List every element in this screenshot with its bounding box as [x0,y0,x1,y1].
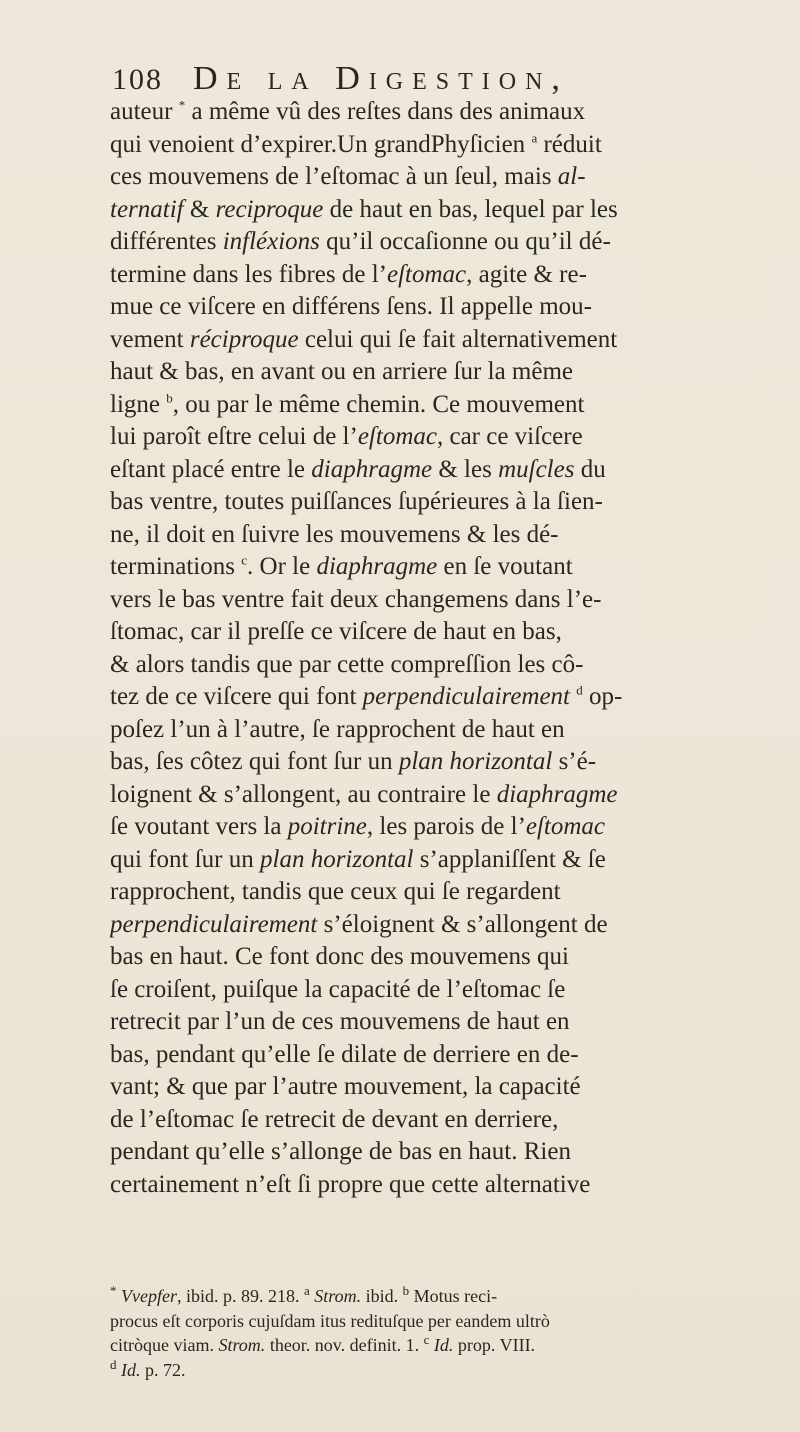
text-span: haut & bas, en avant ou en arriere ſur la même [110,358,574,385]
italic-text: diaphragme [496,780,618,808]
text-span: procus eſt corporis cujuſdam itus redituſque per eandem ultrò [110,1310,550,1331]
text-line [110,486,800,519]
text-span: Motus reci- [409,1286,498,1306]
italic-text: Strom. [218,1335,266,1355]
italic-text: eſtomac [357,423,437,450]
text-span: , ou par le même chemin. Ce mouvement [172,390,585,418]
text-span: ſe croiſent, puiſque la capacité de l’eſtomac ſe [110,975,566,1003]
text-line [110,389,800,422]
text-line [110,421,800,454]
running-head: De la Digestion, [193,60,569,97]
text-span: ligne [110,390,167,418]
text-span: ſe voutant vers la [110,813,288,840]
italic-text: réciproque [189,325,299,353]
footnote-marker: * [178,97,186,113]
text-line [110,1104,800,1137]
text-span: mue ce viſcere en différens ſens. Il appelle mou- [110,293,592,320]
text-line [110,356,800,389]
text-span: & [183,195,216,223]
text-span: vers le bas ventre fait deux changemens dans l’e- [110,585,602,613]
text-span: , car ce viſcere [436,423,583,450]
text-line [110,324,800,357]
text-span: bas, ſes côtez qui font ſur un [110,748,399,775]
text-span: , les parois de l’ [366,813,526,840]
text-line [110,584,800,617]
text-span: . Or le [247,553,317,580]
text-line [110,746,800,779]
italic-text: ternatif [110,195,184,223]
text-line [110,291,800,324]
text-span: s’éloignent & s’allongent de [317,910,608,938]
text-line [110,1136,800,1169]
footnotes [110,1284,800,1382]
text-line [110,681,800,714]
footnote-marker: c [241,552,248,568]
text-span: de haut en bas, lequel par les [323,195,618,223]
text-span: , ibid. p. 89. 218. [176,1286,304,1306]
italic-text: diaphragme [311,455,433,483]
footnote-marker-wrap [110,1286,121,1306]
text-line [110,844,800,877]
text-line [110,941,800,974]
text-line [110,454,800,487]
text-span: retrecit par l’un de ces mouvemens de haut en [110,1008,570,1035]
italic-text: plan horizontal [260,845,414,873]
footnote-marker: b [166,390,173,406]
text-line [110,714,800,747]
text-line [110,1169,800,1202]
text-line [110,161,800,194]
text-span: op- [582,683,623,710]
footnote-marker: d [576,682,583,698]
text-line [110,96,800,129]
text-line [110,616,800,649]
italic-text: Strom. [314,1286,362,1306]
italic-text: diaphragme [316,553,438,580]
text-line [110,551,800,584]
text-span: qui venoient d’expirer.Un grandPhyſicien [110,130,532,158]
footnote-marker: d [110,1357,117,1372]
text-span: theor. nov. definit. 1. [265,1335,424,1355]
italic-text: perpendiculairement [110,910,318,938]
text-span: qui font ſur un [110,845,260,873]
italic-text: muſcles [498,455,575,483]
footnote-marker: * [110,1284,117,1298]
text-line [110,194,800,227]
text-span: s’é- [552,748,597,775]
text-span: citròque viam. [110,1335,219,1355]
text-span: bas en haut. Ce font donc des mouvemens qui [110,943,569,970]
body-text [110,96,800,1201]
text-span: celui qui ſe fait alternativement [298,325,618,353]
text-line [110,519,800,552]
text-span: a même vû des reſtes dans des animaux [185,98,586,125]
text-span: auteur [110,98,179,125]
footnote-marker: a [531,130,538,146]
italic-text: perpendiculairement [362,683,571,710]
footnote-marker: b [402,1284,410,1298]
footnote-line [110,1333,800,1358]
text-span: qu’il occaſionne ou qu’il dé- [319,228,611,255]
text-line [110,811,800,844]
text-span: réduit [537,130,602,158]
text-span: terminations [110,553,242,580]
text-span: vant; & que par l’autre mouvement, la capacité [110,1073,581,1100]
text-span: bas ventre, toutes puiſſances ſupérieures à la ſien- [110,488,603,515]
text-line [110,1071,800,1104]
text-line [110,1006,800,1039]
text-span: vement [110,325,190,353]
italic-text: poitrine [287,813,367,840]
text-span: bas, pendant qu’elle ſe dilate de derriere en de- [110,1040,579,1068]
text-span: & les [432,455,499,483]
italic-text: eſtomac [387,260,467,288]
text-line [110,259,800,292]
footnote-marker: a [303,1284,310,1298]
text-line [110,226,800,259]
text-span: ſtomac, car il preſſe ce viſcere de haut en bas, [110,618,562,645]
footnote-marker: c [423,1333,430,1347]
text-span: en ſe voutant [437,553,573,580]
italic-text: plan horizontal [398,748,553,775]
footnote-line [110,1309,800,1334]
text-line [110,876,800,909]
text-span: prop. VIII. [453,1335,536,1355]
italic-text: al- [557,163,586,190]
footnote-line [110,1284,800,1309]
text-line [110,779,800,812]
text-line [110,1039,800,1072]
text-span: de l’eſtomac ſe retrecit de devant en derriere, [110,1105,559,1133]
text-span: , agite & re- [466,260,587,288]
text-span: termine dans les fibres de l’ [110,260,387,288]
text-span: certainement n’eſt ſi propre que cette alternative [110,1170,591,1198]
text-span: ibid. [361,1286,403,1306]
text-span: ces mouvemens de l’eſtomac à un ſeul, mais [110,163,558,190]
text-span: s’applaniſſent & ſe [413,845,606,873]
text-span: rapprochent, tandis que ceux qui ſe regardent [110,878,561,905]
text-span: eſtant placé entre le [110,455,312,483]
text-line [110,129,800,162]
text-span: du [574,455,606,483]
italic-text: reciproque [215,195,324,223]
italic-text: Id. [121,1359,141,1380]
italic-text: Id. [433,1335,454,1355]
text-span: ne, il doit en ſuivre les mouvemens & les dé- [110,520,559,548]
text-line [110,974,800,1007]
italic-text: Vvepfer [121,1286,177,1306]
text-line [110,649,800,682]
text-span: pendant qu’elle s’allonge de bas en haut. Rien [110,1138,571,1165]
italic-text: infléxions [222,228,320,255]
text-span: différentes [110,228,223,255]
text-span: loignent & s’allongent, au contraire le [110,780,497,808]
footnote-line [110,1358,800,1383]
text-span: p. 72. [140,1359,186,1380]
text-line [110,909,800,942]
text-span: tez de ce viſcere qui font [110,683,363,710]
page-number: 108 [112,63,163,96]
text-span: lui paroît eſtre celui de l’ [110,423,358,450]
text-span: & alors tandis que par cette compreſſion les cô- [110,650,584,678]
italic-text: eſtomac [525,813,606,840]
text-span: poſez l’un à l’autre, ſe rapprochent de haut en [110,715,565,743]
